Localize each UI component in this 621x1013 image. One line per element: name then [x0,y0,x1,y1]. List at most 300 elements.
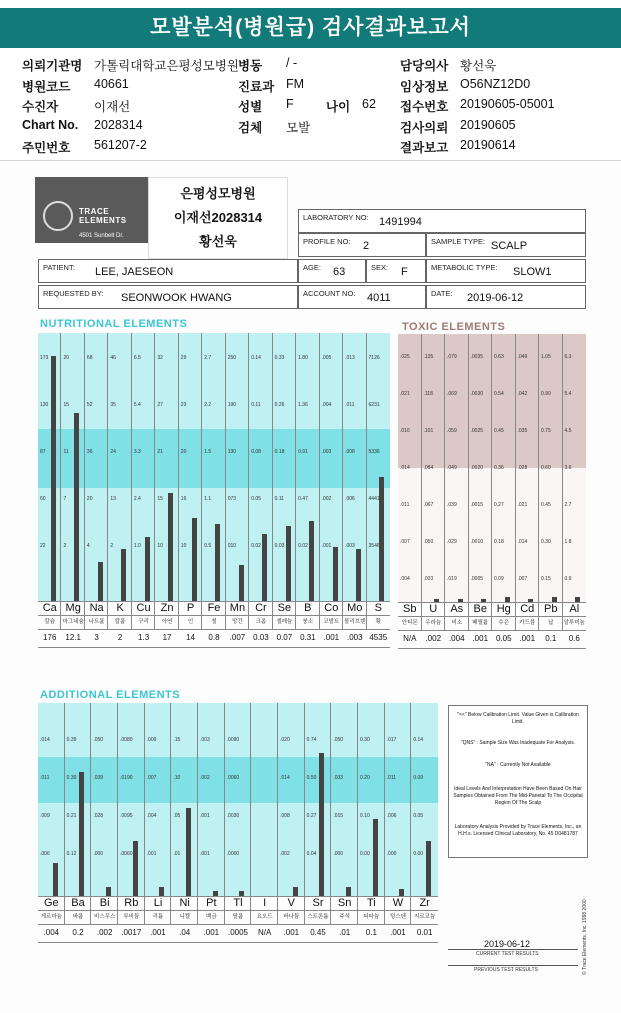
tick-label: .015 [333,813,344,819]
tick-label: 1.1 [204,496,212,502]
report-title: 모발분석(병원급) 검사결과보고서 [0,8,621,48]
legend-box [448,705,588,858]
tick-label: .069 [447,391,457,397]
element-symbol: As [450,603,464,615]
info-value: 이재선 [94,100,131,114]
tick-label: 6231 [368,402,380,408]
element-korean-name: 우라늄 [425,620,442,626]
tick-label: .021 [400,391,410,397]
profile-field: PROFILE NO: 2 [298,233,426,257]
tick-label: 2.4 [133,496,141,502]
info-value: 황선욱 [460,59,497,73]
tick-label: .001 [200,851,210,857]
element-value: 17 [162,633,172,642]
element-value: 0.01 [416,928,433,937]
bar-na [98,562,103,601]
element-column-zn [155,333,178,629]
element-korean-name: 리튬 [152,914,164,920]
element-value: .001 [390,928,406,937]
element-symbol: Na [89,602,104,614]
tick-label: 11 [63,449,69,455]
element-korean-name: 바나듐 [283,914,300,920]
tick-label: .01 [173,851,181,857]
element-symbol: Be [473,603,487,615]
tick-label: 0.14 [251,355,261,361]
tick-label: 15 [157,496,163,502]
tick-label: 0.09 [413,775,424,781]
tick-label: 29 [180,355,187,361]
tick-label: .013 [345,355,355,361]
tick-label: 0.18 [494,539,504,545]
bar-zr [426,841,431,896]
tick-label: 0.27 [306,813,317,819]
tick-label: 0.45 [494,428,504,434]
element-korean-name: 인 [187,619,194,625]
element-korean-name: 텅스텐 [390,914,406,920]
element-korean-name: 몰리브덴 [344,619,366,625]
element-value: .001 [150,928,166,937]
element-column-al [563,334,587,630]
tick-label: .0030 [470,391,484,397]
legend-ideal-levels: Ideal Levels And Interpretation Have Been Based On Hair Samples Obtained From The Mid-Parietal To The Occipital Region Of The Scalp [453,786,583,806]
tick-label: .033 [423,576,434,582]
info-value: 20190614 [460,138,516,152]
tick-label: .014 [280,775,290,781]
element-column-mo [343,333,366,629]
tick-label: .000 [93,851,104,857]
element-symbol: Sn [337,897,352,909]
tick-label: .007 [400,539,410,545]
tick-label: .007 [517,576,528,582]
tick-label: 0.11 [251,402,261,408]
bar-pb [552,597,557,602]
element-symbol: B [304,602,312,614]
info-label: 성별 [238,100,263,114]
tick-label: .003 [200,737,210,743]
info-value: / - [286,56,298,70]
element-korean-name: 붕소 [302,619,314,625]
row-divider [38,942,438,943]
tick-label: 60 [40,496,46,502]
tick-label: 23 [180,402,187,408]
element-korean-name: 베릴륨 [472,620,489,626]
bar-ti [373,819,378,896]
tick-label: 4.5 [564,428,572,434]
toxic-title: TOXIC ELEMENTS [402,321,506,333]
tick-label: .016 [400,428,410,434]
element-symbol: Ba [71,897,85,909]
tick-label: .0025 [470,428,484,434]
element-korean-name: 백금 [206,914,217,920]
scan-edge [0,160,621,161]
tick-label: 4 [86,543,90,549]
tick-label: .0035 [470,354,484,360]
tick-label: .15 [173,737,181,743]
tick-label: 010 [227,543,237,549]
tick-label: .004 [146,813,157,819]
bar-mn [239,565,244,601]
tick-label: 0.15 [541,576,551,582]
tick-label: .028 [517,465,528,471]
element-symbol: Zr [419,897,430,909]
tick-label: 87 [40,449,46,455]
legend-calibration: "<<" Below Calibration Limit. Value Given is Calibration Limit. [457,712,579,725]
tick-label: 173 [40,355,49,361]
tick-label: .003 [345,543,355,549]
element-symbol: Mg [65,602,81,614]
tick-label: .084 [423,465,434,471]
tick-label: .014 [517,539,528,545]
bar-mg [74,413,79,601]
element-value: 2 [117,633,123,642]
info-value: 2028314 [94,117,143,132]
element-column-as [445,334,469,630]
bar-bi [106,887,111,896]
logo-text: TRACE ELEMENTS [79,207,127,225]
account-field: ACCOUNT NO: 4011 [298,285,426,309]
tick-label: .008 [345,449,355,455]
tick-label: .039 [447,502,457,508]
tick-label: 3546 [368,543,380,549]
element-value: .0017 [121,928,142,937]
tick-label: 68 [86,355,93,361]
element-korean-name: 니켈 [179,914,190,920]
info-label: 검사의뢰 [400,120,449,135]
element-symbol: Tl [233,897,243,909]
element-symbol: Pt [206,897,217,909]
element-symbol: P [186,602,195,614]
lab-no-field: LABORATORY NO: 1491994 [298,209,586,233]
bar-rb [133,841,138,896]
tick-label: 35 [110,402,116,408]
element-symbol: Cd [520,603,535,615]
element-value: N/A [257,928,272,937]
tick-label: 20 [63,355,70,361]
element-value: 0.6 [568,634,580,643]
element-value: 0.45 [310,928,326,937]
tick-label: 130 [227,449,237,455]
element-korean-name: 지르코늄 [414,914,436,920]
element-column-se [273,333,296,629]
tick-label: 6.3 [564,354,572,360]
tick-label: .067 [423,502,434,508]
element-value: 0.07 [276,633,293,642]
element-value: .001 [323,633,340,642]
element-column-sb [398,334,422,630]
tick-label: 10 [157,543,163,549]
element-korean-name: 주석 [339,914,350,920]
tick-label: 0.02 [251,543,261,549]
account-value: 4011 [367,292,391,304]
bar-k [121,549,126,601]
bar-tl [239,891,244,896]
element-symbol: Cu [136,602,151,614]
tick-label: 0.33 [274,355,285,361]
tick-label: 46 [110,355,116,361]
tick-label: 2.7 [564,502,572,508]
element-symbol: Rb [124,897,139,909]
element-symbol: Al [569,603,580,615]
row-divider [398,630,586,631]
element-symbol: U [429,603,438,615]
bar-p [192,518,197,601]
element-symbol: Ca [42,602,57,614]
bar-al [575,597,580,602]
toxic-panel [398,334,586,655]
previous-line [448,965,578,966]
element-value: 14 [186,633,195,642]
element-symbol: Cr [255,602,267,614]
bar-ge [53,863,58,896]
element-column-u [422,334,446,630]
bar-ba [79,772,84,896]
element-symbol: Bi [99,897,110,909]
tick-label: .0020 [470,465,484,471]
bar-u [434,599,439,602]
tick-label: 0.90 [541,391,551,397]
tick-label: .101 [423,428,434,434]
element-column-be [469,334,493,630]
info-value: 40661 [94,76,129,91]
element-column-cr [249,333,272,629]
copyright: © Trace Elements, Inc. 1998 2000 [582,899,588,975]
bar-li [159,887,164,896]
element-column-b [296,333,319,629]
tick-label: .006 [345,496,355,502]
metabolic-value: SLOW1 [513,266,552,278]
tick-label: .0000 [226,851,240,857]
element-korean-name: 구리 [138,619,149,625]
tick-label: .011 [40,775,50,781]
tick-label: 190 [227,402,237,408]
tick-label: .017 [386,737,397,743]
tick-label: 0.74 [306,737,317,743]
element-column-fe [202,333,225,629]
lab-logo [35,177,155,243]
tick-label: .007 [146,775,157,781]
tick-label: 36 [86,449,93,455]
bar-sr [319,753,324,896]
element-value: 0.1 [545,634,557,643]
info-label: 진료과 [238,79,275,94]
tick-label: .049 [447,465,457,471]
hospital-stamp [148,177,288,259]
tick-label: .0010 [470,539,484,545]
element-column-cd [516,334,540,630]
previous-label: PREVIOUS TEST RESULTS [474,967,538,973]
bar-ni [186,808,191,896]
bar-hg [505,597,510,602]
element-value: .01 [339,928,351,937]
tick-label: .006 [40,851,50,857]
additional-panel [38,703,438,950]
tick-label: .10 [173,775,181,781]
bar-cd [528,599,533,602]
tick-label: .029 [447,539,457,545]
info-label: 결과보고 [400,141,449,155]
element-korean-name: 루비듐 [123,914,140,920]
tick-label: 2 [63,543,67,549]
element-value: .007 [229,633,246,642]
date-value: 2019-06-12 [467,292,524,304]
tick-label: .135 [423,354,434,360]
bar-co [333,547,338,601]
tick-label: 0.45 [541,502,551,508]
element-symbol: Mo [347,602,363,614]
tick-label: 130 [40,402,49,408]
tick-label: 0.5 [204,543,212,549]
additional-title: ADDITIONAL ELEMENTS [40,689,181,701]
current-label: CURRENT TEST RESULTS [476,951,539,957]
tick-label: 0.26 [274,402,285,408]
tick-label: 0.30 [360,737,370,743]
info-value: 561207-2 [94,138,147,152]
logo-address: 4501 Sunbelt Dr. [79,233,124,239]
info-label: Chart No. [22,117,79,132]
element-column-k [108,333,131,629]
element-column-p [179,333,202,629]
current-test-date: 2019-06-12 [484,939,531,949]
tick-label: .039 [93,775,104,781]
tick-label: 15 [63,402,70,408]
stamp-line-1: 은평성모병원 [180,186,256,201]
element-korean-name: 탈륨 [232,914,244,920]
requested-value: SEONWOOK HWANG [121,292,232,304]
info-value: O56NZ12D0 [460,76,531,91]
element-column-na [85,333,108,629]
tick-label: 1.36 [298,402,308,408]
element-korean-name: 칼륨 [114,619,126,625]
tick-label: .020 [280,737,290,743]
tick-label: 0.05 [251,496,261,502]
row-divider [398,648,586,649]
info-label: 검체 [238,120,263,135]
tick-label: 6.5 [133,355,141,361]
tick-label: 0.18 [274,449,285,455]
tick-label: 21 [157,449,163,455]
tick-label: .008 [280,813,290,819]
element-symbol: Sb [403,603,417,615]
lab-no-value: 1491994 [379,216,422,228]
element-value: N/A [403,634,417,643]
bar-v [293,887,298,896]
tick-label: .001 [146,851,157,857]
tick-label: 24 [110,449,116,455]
tick-label: 0.04 [306,851,317,857]
info-label: 주민번호 [22,141,71,155]
tick-label: 10 [180,543,187,549]
element-korean-name: 비소 [451,620,463,626]
bar-cr [262,534,267,601]
info-label: 병동 [238,59,263,73]
tick-label: 073 [227,496,237,502]
tick-label: .002 [200,775,210,781]
patient-value: LEE, JAESEON [95,266,174,278]
tick-label: 1.0 [133,543,141,549]
tick-label: .0090 [226,737,240,743]
tick-label: .004 [321,402,332,408]
tick-label: .025 [400,354,410,360]
tick-label: 5.4 [564,391,572,397]
tick-label: 3.6 [564,465,572,471]
element-korean-name: 셀레늄 [276,619,293,625]
element-symbol: Co [324,602,339,614]
element-value: .001 [283,928,300,937]
element-symbol: Ti [366,897,376,909]
tick-label: 0.91 [298,449,308,455]
bar-s [379,477,384,601]
tick-label: 0.00 [413,851,424,857]
requested-field: REQUESTED BY: SEONWOOK HWANG [38,285,298,309]
element-symbol: Fe [207,602,221,614]
patient-field: PATIENT: LEE, JAESEON [38,259,298,283]
info-value: 20190605 [460,117,516,132]
info-label: 의뢰기관명 [22,59,83,73]
element-korean-name: 황 [375,619,381,625]
element-column-pb [539,334,563,630]
bar-zn [168,493,173,601]
element-korean-name: 철 [211,619,217,625]
tick-label: 1.8 [564,539,572,545]
tick-label: .014 [40,737,50,743]
element-column-hg [492,334,516,630]
element-value: .003 [347,633,363,642]
element-symbol: Zn [160,602,174,614]
element-korean-name: 알루미늄 [563,620,585,626]
tick-label: .050 [93,737,104,743]
metabolic-field: METABOLIC TYPE: SLOW1 [426,259,586,283]
tick-label: .0030 [226,813,240,819]
element-value: .004 [43,928,60,937]
tick-label: 0.09 [494,576,504,582]
lab-age-field: AGE: 63 [298,259,366,283]
age-value: 62 [362,97,376,111]
info-value: 20190605-05001 [460,97,555,111]
tick-label: 0.47 [298,496,308,502]
element-value: 0.2 [72,928,84,937]
tick-label: .0005 [470,576,484,582]
tick-label: .000 [386,851,397,857]
element-value: .001 [519,634,536,643]
sample-value: SCALP [491,240,528,252]
tick-label: .059 [447,428,457,434]
tick-label: 0.60 [541,465,551,471]
tick-label: 0.14 [413,737,424,743]
tick-label: .011 [386,775,397,781]
info-value: 모발 [286,120,311,135]
element-korean-name: 게르마늄 [40,914,62,920]
element-korean-name: 아연 [161,619,173,625]
tick-label: 0.63 [494,354,504,360]
element-korean-name: 티타늄 [363,914,380,920]
globe-icon [43,201,73,231]
tick-label: 7126 [368,355,380,361]
element-value: .04 [179,928,191,937]
bar-fe [215,524,220,601]
tick-label: 0.03 [274,543,285,549]
info-value: FM [286,76,305,91]
element-korean-name: 스트론튬 [307,914,329,920]
tick-label: 0.08 [251,449,261,455]
element-value: 0.1 [365,928,377,937]
element-value: 0.03 [253,633,269,642]
element-korean-name: 크롬 [255,619,267,625]
bar-w [399,889,404,896]
bar-ca [51,356,56,601]
date-field: DATE: 2019-06-12 [426,285,586,309]
tick-label: .004 [400,576,410,582]
tick-label: 20 [180,449,187,455]
